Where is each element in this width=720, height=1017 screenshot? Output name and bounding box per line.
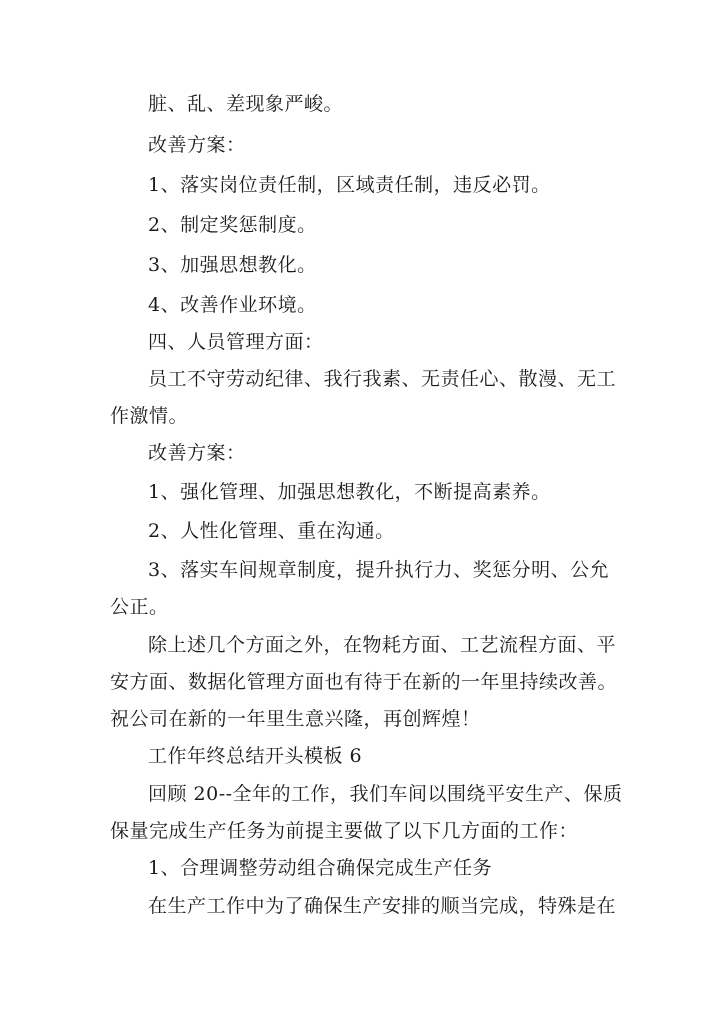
list-item: 1、强化管理、加强思想教化，不断提高素养。: [148, 481, 551, 503]
section-heading: 工作年终总结开头模板 6: [148, 745, 363, 767]
list-item: 3、加强思想教化。: [148, 254, 317, 276]
paragraph-line: 脏、乱、差现象严峻。: [148, 93, 344, 115]
paragraph-line: 祝公司在新的一年里生意兴隆，再创辉煌！: [110, 708, 481, 730]
list-item: 1、合理调整劳动组合确保完成生产任务: [148, 857, 493, 879]
paragraph-line: 安方面、数据化管理方面也有待于在新的一年里持续改善。: [110, 671, 618, 693]
section-heading: 四、人员管理方面：: [148, 331, 324, 353]
list-item: 2、人性化管理、重在沟通。: [148, 520, 395, 542]
list-item: 4、改善作业环境。: [148, 294, 317, 316]
paragraph-line: 员工不守劳动纪律、我行我素、无责任心、散漫、无工: [148, 368, 617, 390]
section-heading: 改善方案：: [148, 442, 246, 464]
paragraph-line: 回顾 20--全年的工作，我们车间以围绕平安生产、保质: [148, 783, 623, 805]
paragraph-line: 保量完成生产任务为前提主要做了以下几方面的工作：: [110, 820, 579, 842]
paragraph-line: 除上述几个方面之外，在物耗方面、工艺流程方面、平: [148, 634, 617, 656]
list-item: 3、落实车间规章制度，提升执行力、奖惩分明、公允: [148, 559, 610, 581]
list-item: 1、落实岗位责任制，区域责任制，违反必罚。: [148, 174, 551, 196]
paragraph-line: 在生产工作中为了确保生产安排的顺当完成，特殊是在: [148, 895, 617, 917]
paragraph-line: 公正。: [110, 596, 169, 618]
list-item: 2、制定奖惩制度。: [148, 214, 317, 236]
paragraph-line: 作激情。: [110, 405, 189, 427]
section-heading: 改善方案：: [148, 134, 246, 156]
